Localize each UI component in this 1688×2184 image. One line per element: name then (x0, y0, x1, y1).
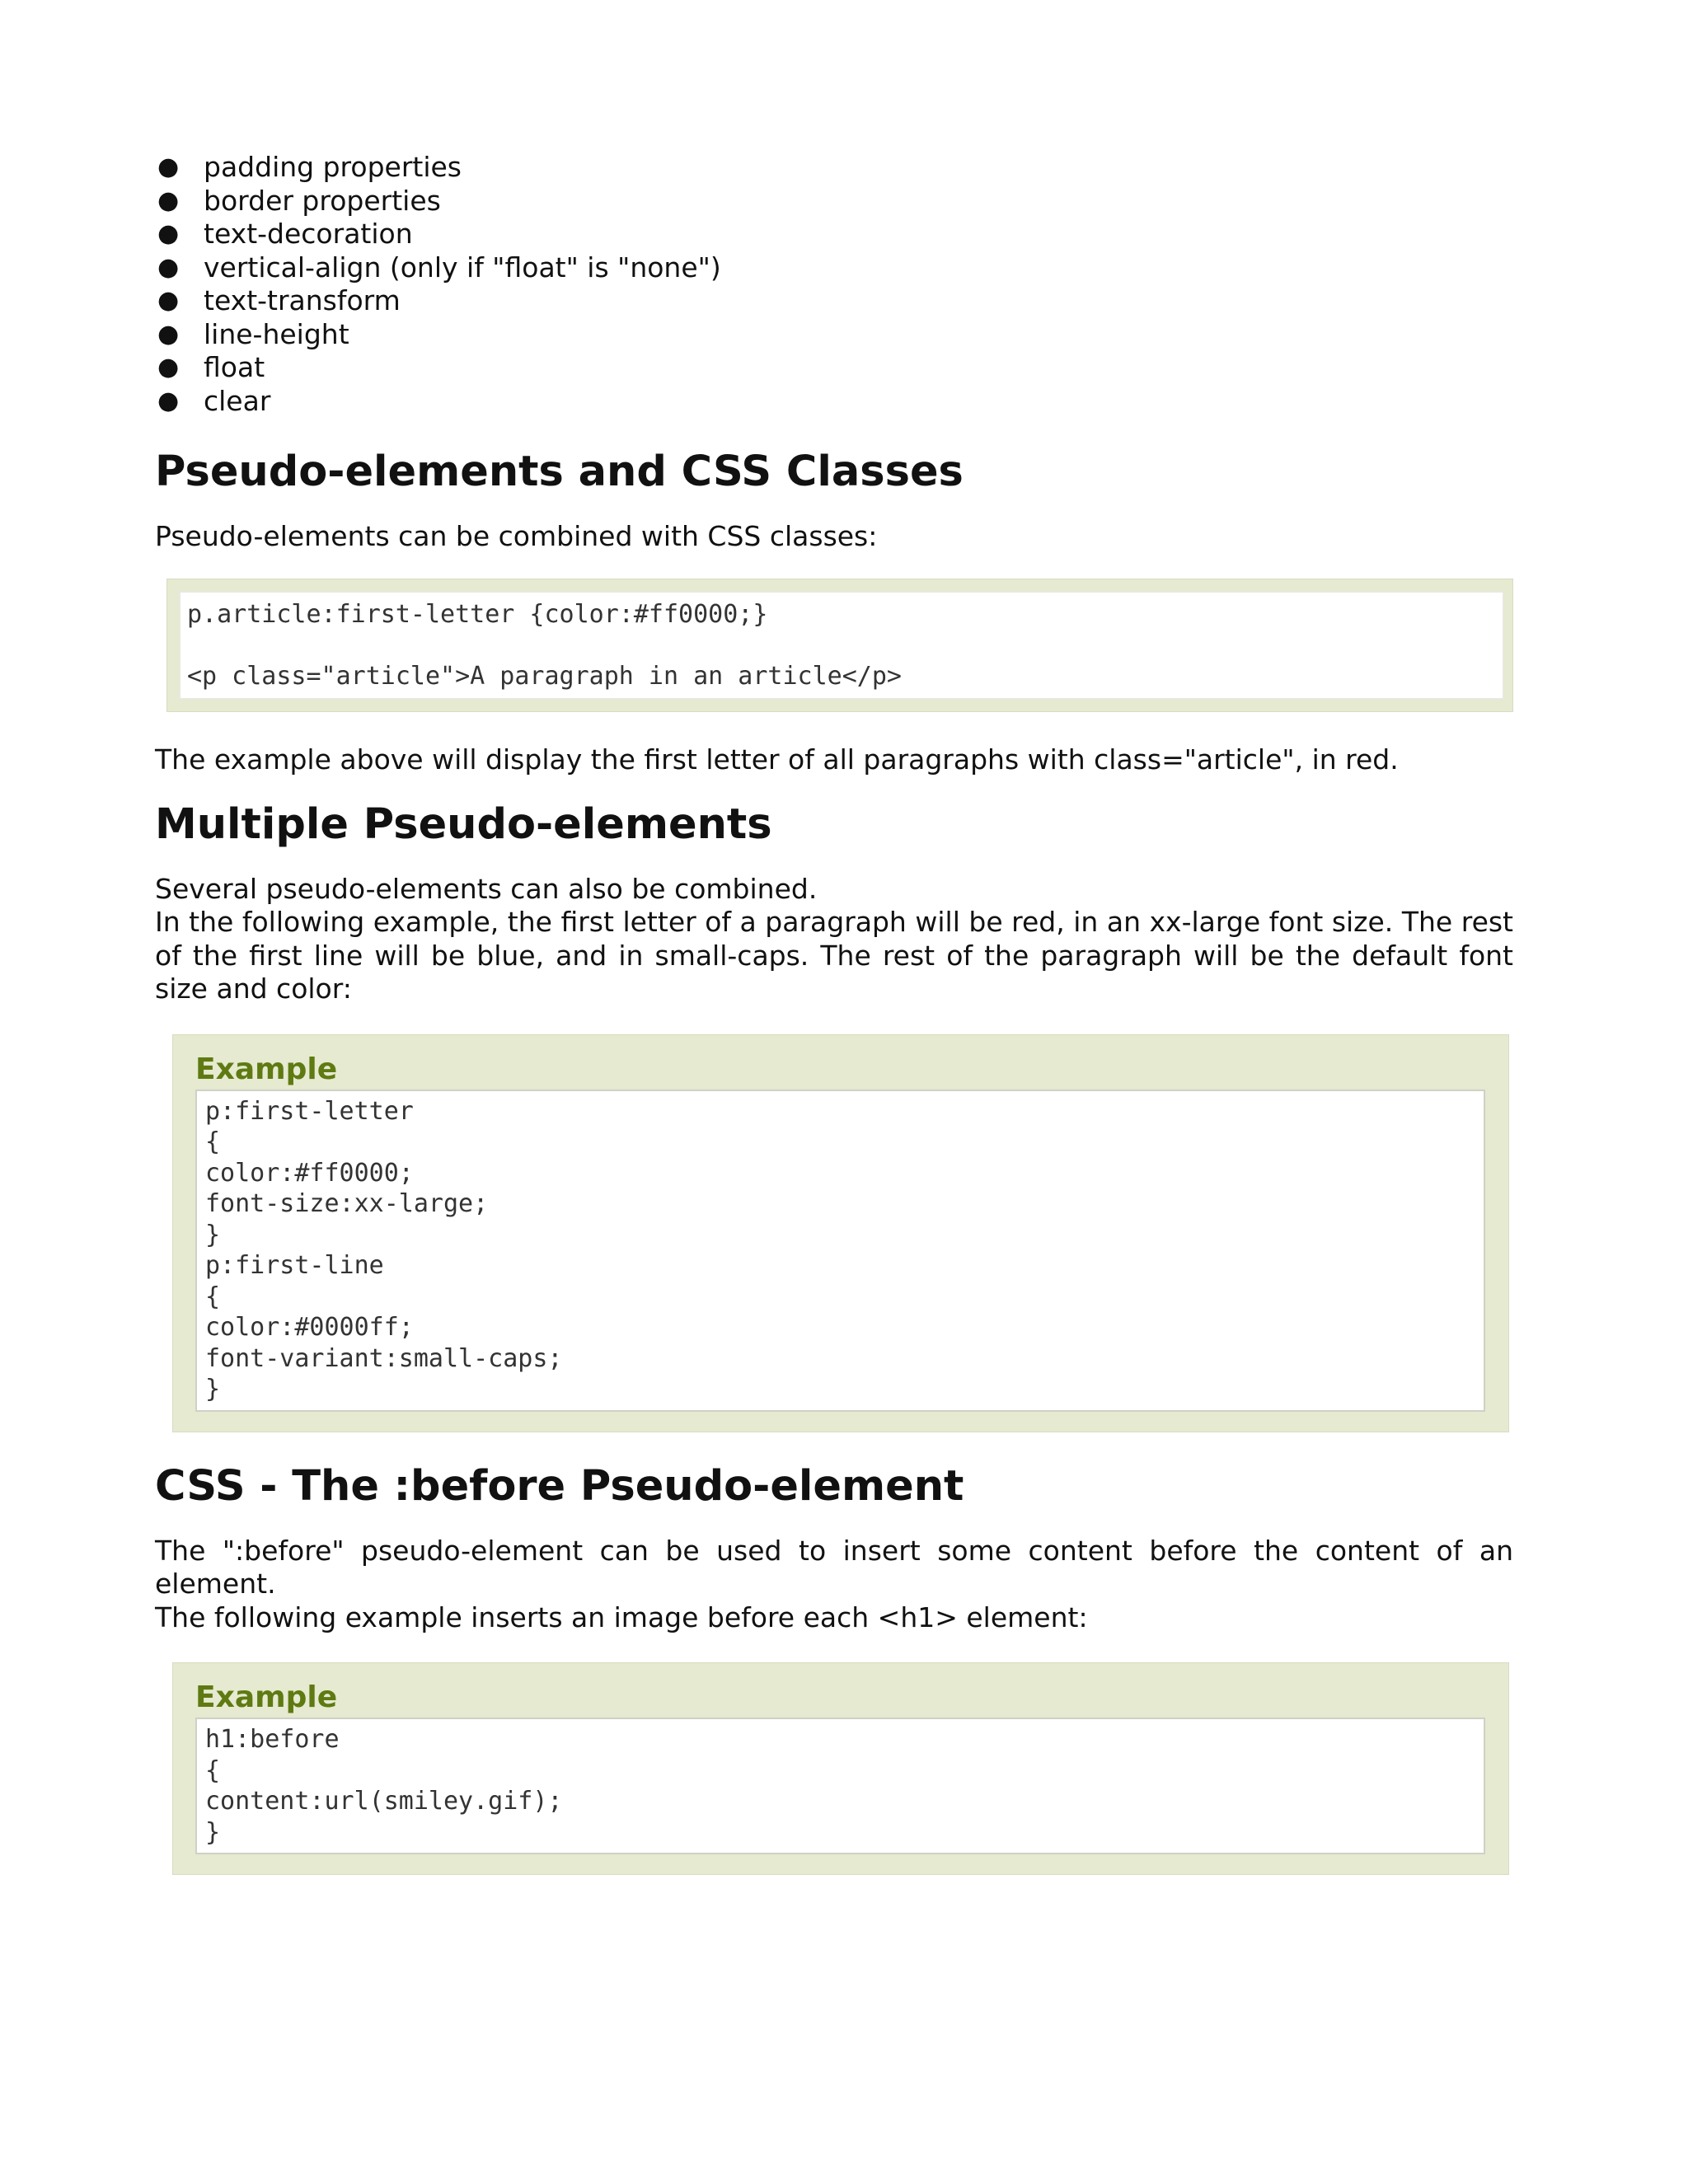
code-line: } (205, 1375, 221, 1404)
code-line: content:url(smiley.gif); (205, 1787, 563, 1816)
section-paragraph: In the following example, the first letter of a paragraph will be red, in an xx-large font size. The rest of the first line will be blue, and in small-caps. The rest of the paragraph will be the default font size and color: (155, 906, 1513, 1005)
code-line (187, 630, 1489, 661)
list-item: ● padding properties (157, 151, 462, 183)
code-line: { (205, 1755, 221, 1785)
code-line: color:#0000ff; (205, 1313, 414, 1342)
list-item: ● text-transform (157, 284, 401, 316)
bullet-icon: ● (157, 353, 180, 382)
list-item: ● text-decoration (157, 218, 413, 250)
bullet-icon: ● (157, 386, 180, 415)
code-line: } (205, 1220, 221, 1249)
code-line: <p class="article">A paragraph in an article</p> (187, 661, 902, 691)
code-line: { (205, 1282, 221, 1311)
code-line: } (205, 1817, 221, 1847)
bullet-icon: ● (157, 219, 180, 248)
code-line: font-size:xx-large; (205, 1189, 489, 1218)
section-after-text: The example above will display the first letter of all paragraphs with class="article", in red. (155, 743, 1399, 776)
example-code (195, 1718, 1485, 1854)
section-heading-multiple: Multiple Pseudo-elements (155, 799, 772, 849)
list-item: ● vertical-align (only if "float" is "none") (157, 251, 721, 284)
code-line: { (205, 1127, 221, 1156)
code-line: p:first-letter (205, 1096, 414, 1126)
code-line: font-variant:small-caps; (205, 1343, 563, 1373)
section-heading-before: CSS - The :before Pseudo-element (155, 1461, 964, 1511)
bullet-icon: ● (157, 152, 180, 181)
code-block-inner (179, 591, 1504, 701)
property-list (155, 151, 1513, 418)
section-intro: Pseudo-elements can be combined with CSS classes: (155, 520, 878, 552)
bullet-icon: ● (157, 252, 180, 282)
code-line: p.article:first-letter {color:#ff0000;} (187, 599, 768, 629)
code-block (166, 579, 1513, 713)
code-line: p:first-line (205, 1251, 384, 1280)
section-paragraph: The ":before" pseudo-element can be used to insert some content before the content of an element. (155, 1534, 1513, 1600)
bullet-icon: ● (157, 286, 180, 315)
list-item: ● float (157, 351, 265, 383)
list-item: ● clear (157, 384, 271, 417)
section-heading-classes: Pseudo-elements and CSS Classes (155, 448, 964, 496)
code-line: h1:before (205, 1725, 340, 1754)
section-line: Several pseudo-elements can also be combined. (155, 872, 818, 905)
example-code (195, 1090, 1485, 1412)
list-item: ● border properties (157, 184, 441, 217)
code-line: color:#ff0000; (205, 1158, 414, 1188)
example-title: Example (195, 1052, 338, 1086)
example-box (172, 1662, 1509, 1875)
bullet-icon: ● (157, 185, 180, 215)
example-title: Example (195, 1680, 338, 1714)
document-page (155, 151, 1513, 1875)
bullet-icon: ● (157, 319, 180, 349)
list-item: ● line-height (157, 317, 349, 350)
example-box (172, 1034, 1509, 1432)
section-line: The following example inserts an image before each <h1> element: (155, 1601, 1088, 1633)
